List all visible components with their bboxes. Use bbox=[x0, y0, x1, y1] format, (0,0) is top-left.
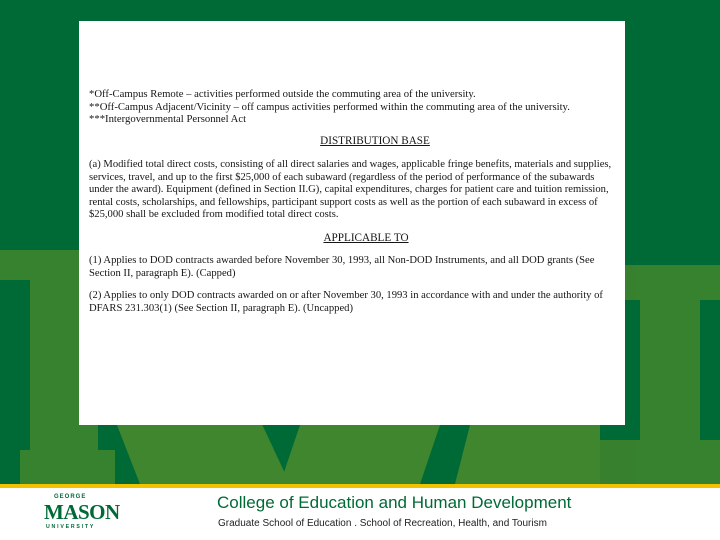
distribution-base-paragraph: (a) Modified total direct costs, consisting of all direct salaries and wages, applicable fringe benefits, materials and supplies, services, travel, and up to the first $25,000 of each subaward (regardless of the period of performance of the subawards under the award). Equipment (defined in Section II.G), capital expenditures, charges for patient care and tuition remission, rental costs, scholarships, and fellowships, participant support costs as well as the portion of each subaward in excess of $25,000 shall be excluded from modified total direct costs. bbox=[89, 159, 612, 220]
logo-main-text: MASON bbox=[44, 500, 120, 524]
scanned-document bbox=[79, 21, 625, 425]
footnote-off-campus-remote: *Off-Campus Remote – activities performed outside the commuting area of the university. bbox=[89, 88, 476, 100]
footnote-off-campus-adjacent: **Off-Campus Adjacent/Vicinity – off campus activities performed within the commuting area of the university. bbox=[89, 100, 570, 113]
applicable-item-2: (2) Applies to only DOD contracts awarded on or after November 30, 1993 in accordance with and under the authority of DFARS 231.303(1) (See Section II, paragraph E). (Uncapped) bbox=[89, 290, 603, 314]
gold-accent-bar bbox=[0, 484, 720, 488]
schools-line: Graduate School of Education . School of Recreation, Health, and Tourism bbox=[218, 518, 547, 529]
footnote-ipa: ***Intergovernmental Personnel Act bbox=[89, 113, 247, 125]
logo-bottom-text: UNIVERSITY bbox=[46, 524, 96, 530]
footnotes bbox=[89, 88, 615, 126]
footer-banner bbox=[0, 484, 720, 540]
applicable-to-heading: APPLICABLE TO bbox=[323, 231, 409, 244]
college-title: College of Education and Human Development bbox=[217, 493, 572, 512]
logo-top-text: GEORGE bbox=[54, 494, 87, 500]
applicable-item-1: (1) Applies to DOD contracts awarded before November 30, 1993, all Non-DOD Instruments, and all DOD grants (See Section II, paragraph E). (Capped) bbox=[89, 255, 595, 279]
distribution-base-heading: DISTRIBUTION BASE bbox=[320, 134, 430, 147]
university-logo bbox=[44, 494, 120, 534]
